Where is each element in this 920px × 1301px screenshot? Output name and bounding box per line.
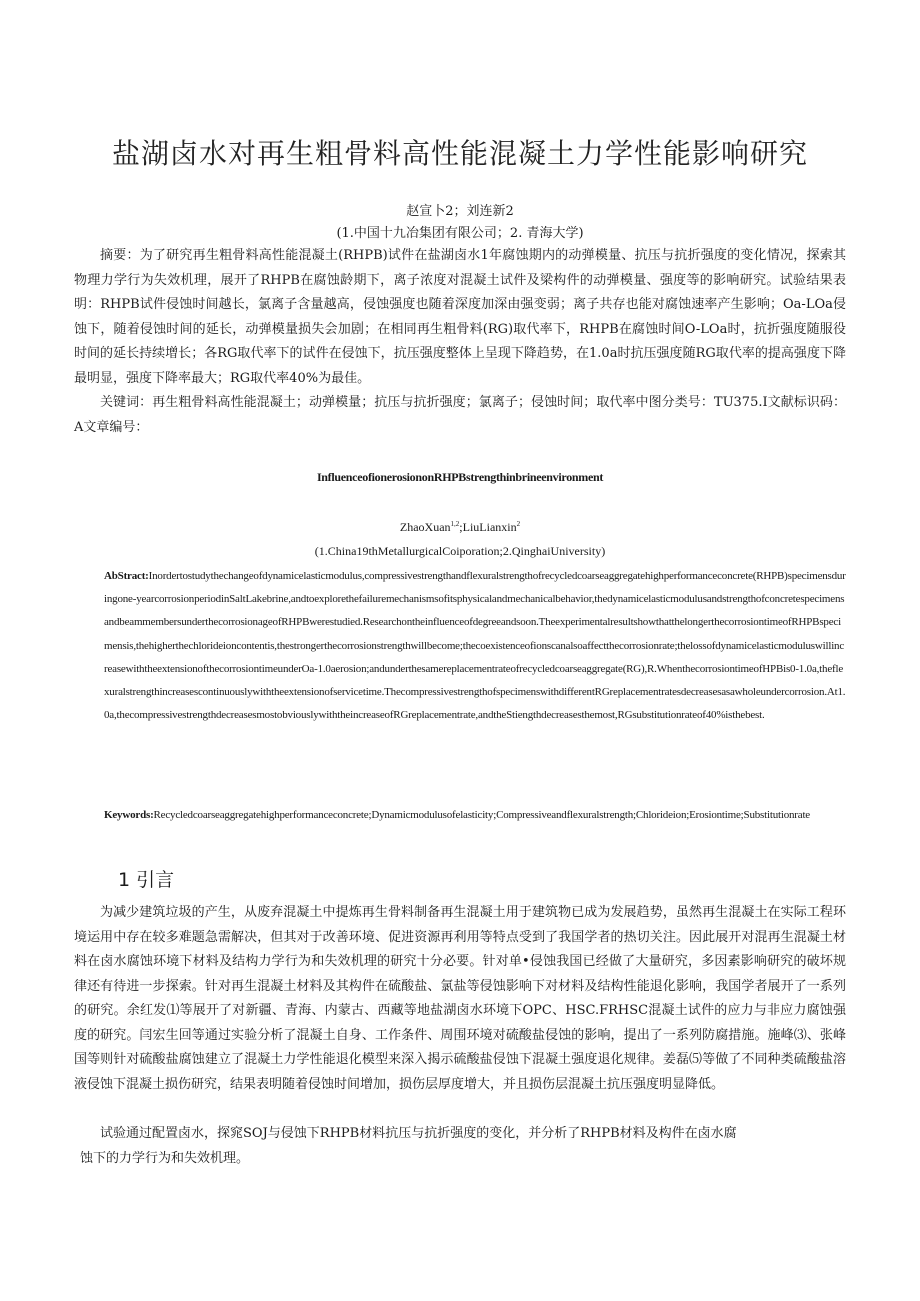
affiliation-en: (1.China19thMetallurgicalCoiporation;2.QinghaiUniversity) xyxy=(314,544,606,558)
keywords-en-label: Keywords: xyxy=(104,809,154,821)
intro-paragraph-1: 为减少建筑垃圾的产生，从废弃混凝土中提炼再生骨料制备再生混凝土用于建筑物已成为发展趋势，虽然再生混凝土在实际工程环境运用中存在较多难题急需解决，但其对于改善环境、促进资源再利用等特点受到了我国学者的热切关注。因此展开对混再生混凝土材料在卤水腐蚀环境下材料及结构力学行为和失效机理的研究十分必要。针对单•侵蚀我国已经做了大量研究，多因素影响研究的破坏规律还有待进一步探索。针对再生混凝土材料及其构件在硫酸盐、氯盐等侵蚀影响下对材料及结构性能退化影响，我国学者展开了一系列的研究。余红发⑴等展开了对新疆、青海、内蒙古、西藏等地盐湖卤水环境下OPC、HSC.FRHSC混凝土试件的应力与非应力腐蚀强度的研究。闫宏生回等通过实验分析了混凝土自身、工作条件、周围环境对硫酸盐侵蚀的影响，提出了一系列防腐措施。施峰⑶、张峰国等则针对硫酸盐腐蚀建立了混凝土力学性能退化模型来深入揭示硫酸盐侵蚀下混凝土强度退化规律。姜磊⑸等做了不同种类硫酸盐溶液侵蚀下混凝土损伤研究，结果表明随着侵蚀时间增加，损伤层厚度增大，并且损伤层混凝土抗压强度明显降低。 xyxy=(74,905,846,1092)
intro-paragraph-2-line2: 蚀下的力学行为和失效机理。 xyxy=(80,1150,250,1166)
section-heading-introduction: 1 引言 xyxy=(118,869,175,891)
paper-title-en: InfluenceofionerosiononRHPBstrengthinbrineenvironment xyxy=(316,470,604,484)
keywords-en-body: Recycledcoarseaggregatehighperformanceconcrete;Dynamicmodulusofelasticity;Compressiveandflexuralstrength;Chlorideion;Erosiontime;Substitutionrate xyxy=(153,809,810,821)
abstract-en-label: AbStract: xyxy=(104,570,149,582)
paper-title-cn: 盐湖卤水对再生粗骨料高性能混凝土力学性能影响研究 xyxy=(111,137,808,170)
abstract-cn: 摘要：为了研究再生粗骨料高性能混凝土(RHPB)试件在盐湖卤水1年腐蚀期内的动弹模量、抗压与抗折强度的变化情况，探索其物理力学行为失效机理，展开了RHPB在腐蚀龄期下，离子浓度对混凝土试件及梁构件的动弹模量、强度等的影响研究。试验结果表明：RHPB试件侵蚀时间越长，氯离子含量越高，侵蚀强度也随着深度加深由强变弱；离子共存也能对腐蚀速率产生影响；Oa-LOa侵蚀下，随着侵蚀时间的延长，动弹模量损失会加剧；在相同再生粗骨料(RG)取代率下，RHPB在腐蚀时间O-LOa时，抗折强度随服役时间的延长持续增长；各RG取代率下的试件在侵蚀下，抗压强度整体上呈现下降趋势，在1.0a时抗压强度随RG取代率的提高强度下降最明显，强度下降率最大；RG取代率40%为最佳。 xyxy=(74,248,846,386)
keywords-en xyxy=(104,804,846,827)
author-en-2-affil: 2 xyxy=(516,520,521,528)
intro-paragraph-2-line1: 试验通过配置卤水，探窕SOJ与侵蚀下RHPB材料抗压与抗折强度的变化，并分析了RHPB材料及构件在卤水腐 xyxy=(100,1126,737,1141)
affiliation-cn: (1.中国十九冶集团有限公司；2. 青海大学) xyxy=(336,226,584,241)
abstract-en xyxy=(104,565,846,727)
authors-cn: 赵宣卜2；刘连新2 xyxy=(406,204,514,219)
keywords-cn: 关键词：再生粗骨料高性能混凝土；动弹模量；抗压与抗折强度；氯离子；侵蚀时间；取代率中图分类号：TU375.I文献标识码：A文章编号： xyxy=(74,395,846,435)
abstract-en-body: Inordertostudythechangeofdynamicelasticmodulus,compressivestrengthandflexuralstrengthofrecycledcoarseaggregatehighperformanceconcrete(RHPB)specimensduringone-yearcorrosionperiodinSaltLakebrine,andtoexplorethefailuremechanismsofitsphysicalandmechanicalbehavior,thedynamicelasticmodulusandstrengthofconcretespecimensandbeammembersunderthecorrosionageofRHPBwerestudied.Researchontheinfluenceofdegreeandsoon.TheexperimentalresultshowthatthelongerthecorrosiontimeofRHPBspecimensis,thehigherthechlorideioncontentis,thestrongerthecorrosionstrengthwillbecome;thecoexistenceofionscanalsoaffectthecorrosionrate;thelossofdynamicelasticmoduluswillincreasewiththeextensionofthecorrosiontimeunderOa-1.0aerosion;andunderthesamereplacementrateofrecycledcoarseaggregate(RG),R.WhenthecorrosiontimeofHPBis0-1.0a,theflexuralstrengthincreasescontinuouslywiththeextensionofservicetime.ThecompressivestrengthofspecimenswithdifferentRGreplacementratesdecreasesasawholeundercorrosion.At1.0a,thecompressivestrengthdecreasesmostobviouslywiththeincreaseofRGreplacementrate,andtheStiengthdecreasesthemost,RGsubstitutionrateof40%isthebest. xyxy=(104,570,846,722)
author-en-2: ;LiuLianxin xyxy=(459,520,517,534)
author-en-1: ZhaoXuan xyxy=(399,520,451,534)
intro-paragraph-2 xyxy=(74,1122,846,1171)
author-en-1-affil: 1,2 xyxy=(450,520,460,528)
authors-en xyxy=(0,520,920,535)
